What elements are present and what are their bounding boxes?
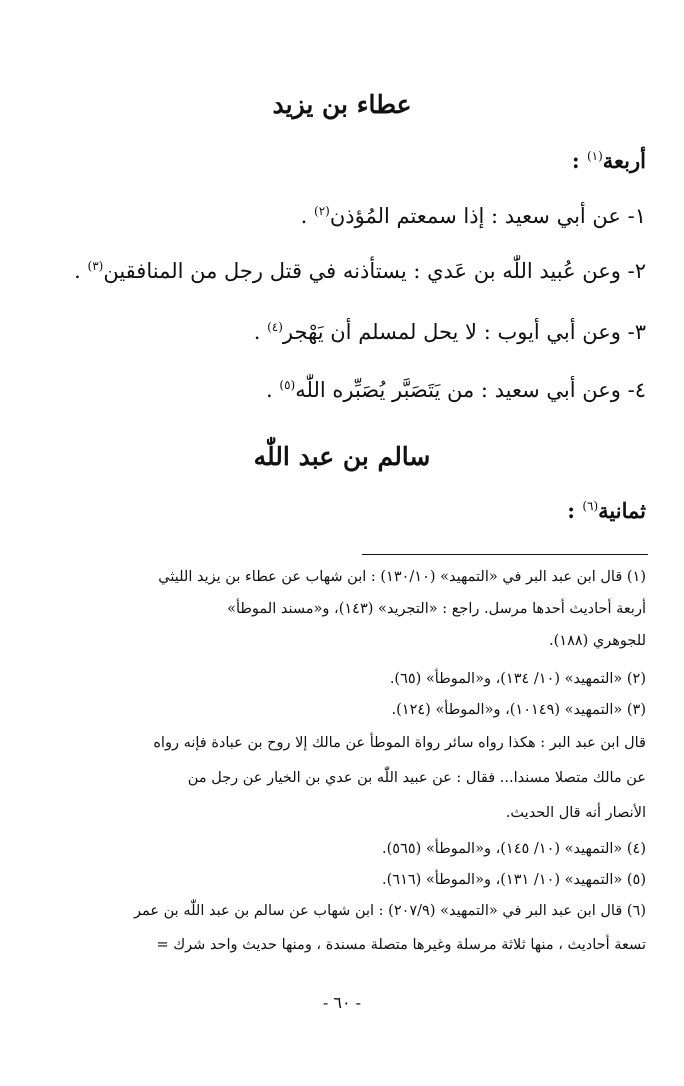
section-label-four [572,148,646,173]
section-label-text: أربعة [602,148,646,173]
hadith-text: ٢- وعن عُبيد اللّٰه بن عَدي : يستأذنه في قتل رجل من المنافقين [103,259,646,283]
hadith-text: ١- عن أبي سعيد : إذا سمعتم المُؤذن [329,204,646,228]
footnote-line: عن مالك متصلا مسندا... فقال : عن عبيد اللّٰه بن عدي بن الخيار عن رجل من [187,770,646,786]
footnote-ref: (٢) [314,204,330,218]
hadith-end: . [266,378,280,402]
hadith-end: . [74,259,88,283]
footnote-line: تسعة أحاديث ، منها ثلاثة مرسلة وغيرها متصلة مسندة ، ومنها حديث واحد شرك = [156,937,646,953]
footnote-ref: (٤) [267,320,283,334]
hadith-end: . [300,204,314,228]
heading-salim-ibn-abdullah: سالم بن عبد اللّٰه [253,442,431,471]
hadith-end: . [253,320,268,344]
footnote-line: (٢) «التمهيد» (١٠/ ١٣٤)، و«الموطأ» (٦٥). [389,671,646,687]
hadith-line [301,204,646,228]
section-label-text: ثمانية [598,498,646,523]
footnote-line: الأنصار أنه قال الحديث. [505,805,646,821]
footnote-line: للجوهري (١٨٨). [549,633,646,649]
footnote-ref: (٦) [582,499,599,513]
footnote-divider [362,554,648,555]
hadith-line [254,320,646,344]
footnote-ref: (١) [586,149,603,163]
heading-ata-ibn-yazid: عطاء بن يزيد [272,90,412,119]
footnote-line: (٥) «التمهيد» (١٠/ ١٣١)، و«الموطأ» (٦١٦). [382,872,646,888]
section-label-eight [567,498,646,523]
footnote-line: (٦) قال ابن عبد البر في «التمهيد» (٢٠٧/٩) : ابن شهاب عن سالم بن عبد اللّٰه بن عمر [134,903,646,919]
footnote-ref: (٥) [279,378,296,392]
footnote-line: (٤) «التمهيد» (١٠/ ١٤٥)، و«الموطأ» (٥٦٥). [382,841,646,857]
hadith-text: ٣- وعن أبي أيوب : لا يحل لمسلم أن يَهْجر [282,320,646,344]
footnote-line: قال ابن عبد البر : هكذا رواه سائر رواة الموطأ عن مالك إلا روح بن عبادة فإنه رواه [153,735,646,751]
hadith-text: ٤- وعن أبي سعيد : من يَتَصَبَّر يُصَبِّره اللّٰه [295,378,646,402]
page-number: - ٦٠ - [322,993,362,1012]
footnote-line: أربعة أحاديث أحدها مرسل. راجع : «التجريد» (١٤٣)، و«مسند الموطأ» [227,601,646,617]
hadith-line [74,259,646,283]
footnote-ref: (٣) [87,259,104,273]
footnote-line: (٣) «التمهيد» (١٠١٤٩)، و«الموطأ» (١٢٤). [391,702,646,718]
footnote-line: (١) قال ابن عبد البر في «التمهيد» (١٣٠/١٠) : ابن شهاب عن عطاء بن يزيد الليثي [158,569,646,585]
label-colon: : [567,498,583,523]
hadith-line [266,378,646,402]
label-colon: : [571,148,587,173]
